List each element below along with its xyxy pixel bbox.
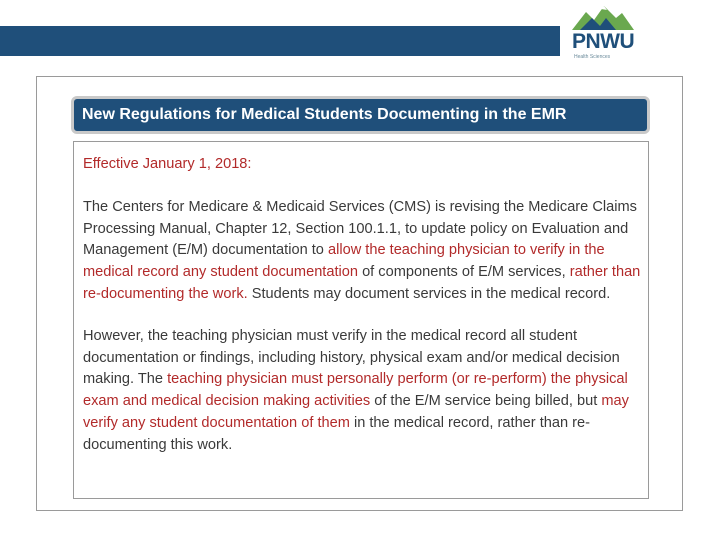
page-title: New Regulations for Medical Students Documenting in the EMR	[82, 106, 567, 123]
p2-text-c: of the E/M service being billed, but	[370, 393, 602, 410]
p1-text-c: of components of E/M services,	[358, 264, 570, 281]
paragraph-cms	[83, 197, 645, 306]
effective-date: Effective January 1, 2018:	[83, 156, 252, 172]
paragraph-teaching-physician	[83, 326, 645, 457]
p2-text-e: in the medical record, rather than re-documenting this work.	[83, 414, 591, 453]
mountain-logo-icon	[572, 4, 634, 30]
p2-text-a: However, the teaching physician must verify in the medical record all student documentation or findings, including history, physical exam and/or medical decision making. The	[83, 327, 620, 388]
p1-text-e: Students may document services in the medical record.	[247, 285, 611, 302]
header-band	[0, 26, 560, 56]
logo-subtitle: Health Sciences	[574, 54, 611, 60]
p1-highlight-b: allow the teaching physician to verify in the medical record any student documentation	[83, 242, 605, 281]
logo-wordmark: PNWU	[572, 30, 635, 53]
p1-highlight-d: rather than re-documenting the work.	[83, 264, 641, 302]
body-text	[83, 154, 645, 477]
p2-highlight-b: teaching physician must personally perform (or re-perform) the physical exam and medical decision making activities	[83, 371, 628, 410]
title-bar	[71, 96, 650, 134]
pnwu-logo	[568, 4, 640, 62]
p1-text-a: The Centers for Medicare & Medicaid Services (CMS) is revising the Medicare Claims Processing Manual, Chapter 12, Section 100.1.1, to update policy on Evaluation and Management (E/M) documentation to	[83, 198, 637, 259]
p2-highlight-d: may verify any student documentation of them	[83, 393, 629, 431]
